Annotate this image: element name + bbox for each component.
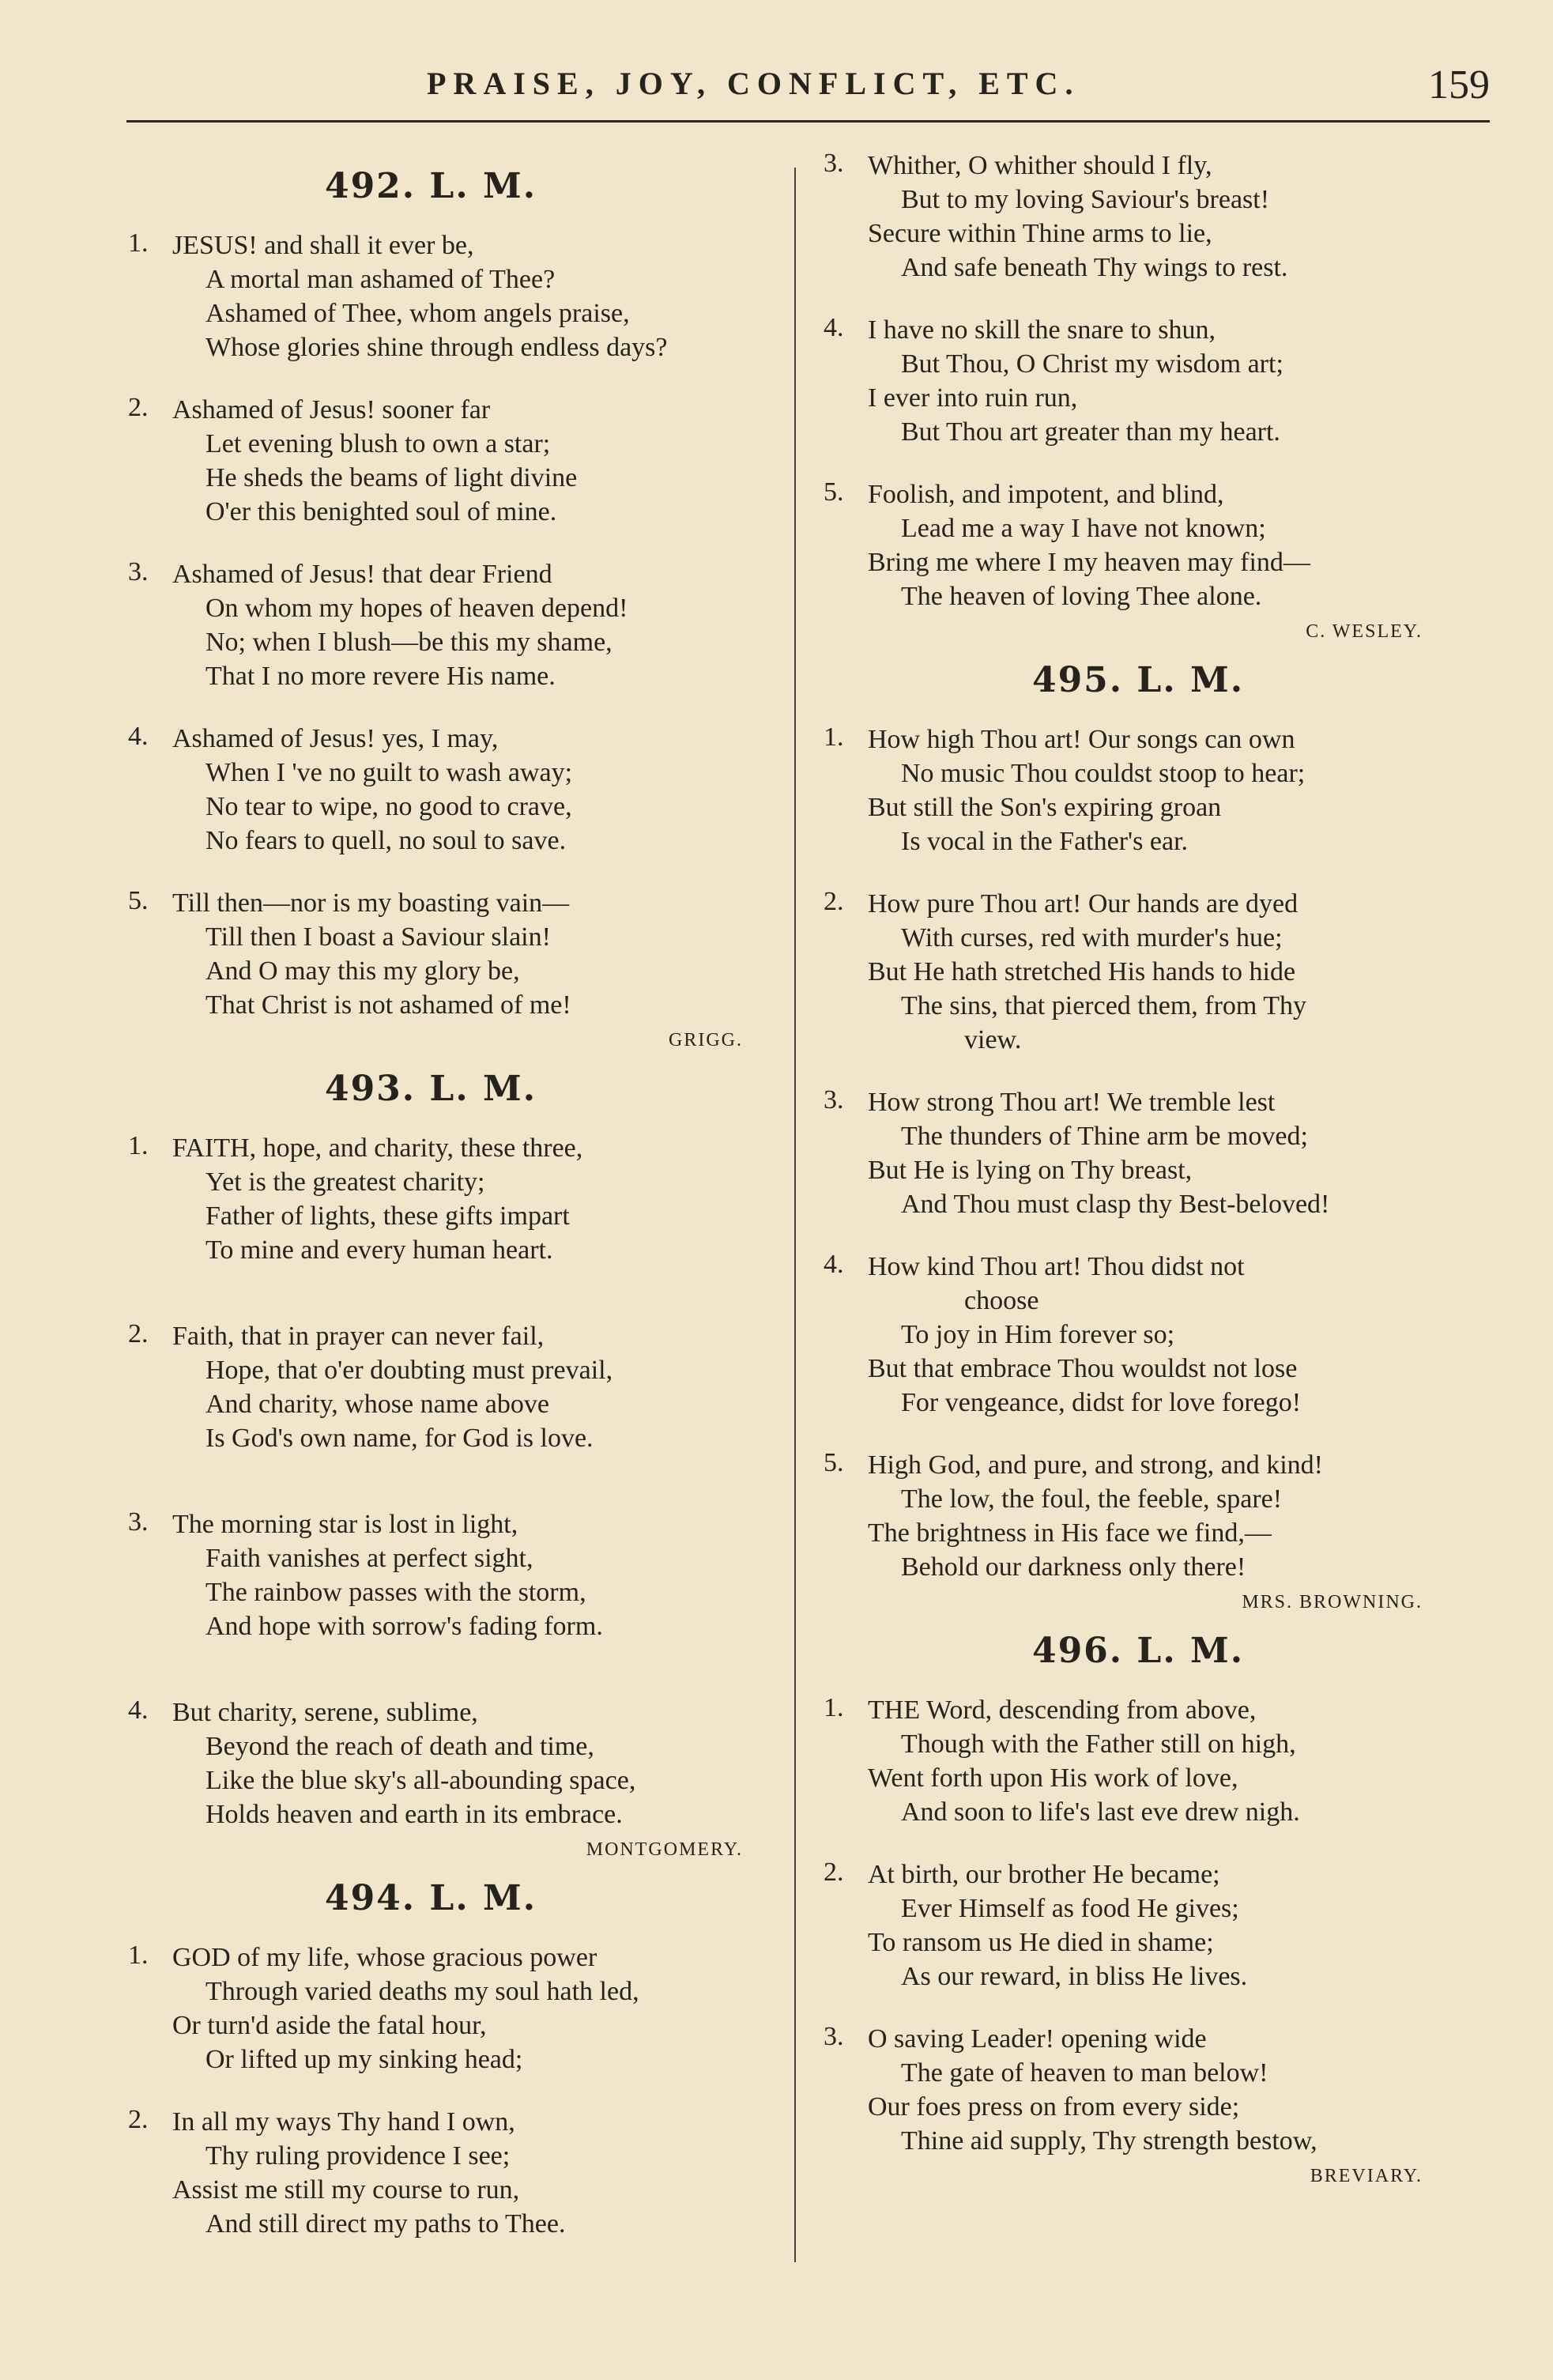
verse-line: The morning star is lost in light, (172, 1510, 518, 1539)
verse-line: But He is lying on Thy breast, (868, 1156, 1193, 1185)
verse-line: No tear to wipe, no good to crave, (205, 792, 572, 821)
verse-line: view. (964, 1025, 1022, 1054)
verse-line: Ashamed of Jesus! yes, I may, (172, 724, 499, 753)
verse-line: Hope, that o'er doubting must prevail, (205, 1356, 613, 1385)
stanza-number: 1. (128, 1131, 149, 1160)
verse-line: A mortal man ashamed of Thee? (205, 265, 556, 294)
stanza-number: 2. (128, 1319, 149, 1348)
verse-line: And charity, whose name above (205, 1390, 549, 1419)
verse-line: Secure within Thine arms to lie, (868, 219, 1212, 248)
stanza (814, 149, 1494, 285)
spacer (119, 1484, 790, 1507)
verse-line: Beyond the reach of death and time, (205, 1732, 594, 1761)
verse-line: Assist me still my course to run, (172, 2175, 520, 2205)
verse-line: Ashamed of Jesus! sooner far (172, 395, 491, 424)
verse-line: Lead me a way I have not known; (901, 514, 1266, 543)
verse-line: Let evening blush to own a star; (205, 429, 551, 458)
verse-line: And still direct my paths to Thee. (205, 2209, 566, 2239)
verse-line: For vengeance, didst for love forego! (901, 1388, 1302, 1417)
verse-line: Till then I boast a Saviour slain! (205, 922, 551, 952)
stanza-number: 4. (128, 722, 149, 751)
verse-line: The sins, that pierced them, from Thy (901, 991, 1307, 1020)
verse-line: To ransom us He died in shame; (868, 1928, 1214, 1957)
verse-line: choose (964, 1286, 1039, 1315)
verse-line: Ashamed of Jesus! that dear Friend (172, 560, 552, 589)
verse-line: The gate of heaven to man below! (901, 2058, 1268, 2088)
verse-line: And hope with sorrow's fading form. (205, 1612, 603, 1641)
verse-line: Ashamed of Thee, whom angels praise, (205, 299, 630, 328)
verse-line: When I 've no guilt to wash away; (205, 758, 573, 787)
verse-line: No fears to quell, no soul to save. (205, 826, 567, 855)
stanza-number: 2. (128, 393, 149, 422)
stanza (119, 1319, 790, 1455)
hymn-496 (814, 1631, 1494, 2187)
verse-line: THE Word, descending from above, (868, 1695, 1257, 1725)
stanza (119, 557, 790, 693)
stanza (119, 1131, 790, 1267)
stanza (814, 722, 1494, 858)
verse-line: Faith, that in prayer can never fail, (172, 1322, 545, 1351)
right-column (814, 149, 1494, 2201)
hymn-author: MRS. BROWNING. (1242, 1592, 1423, 1612)
hymn-author: GRIGG. (669, 1030, 743, 1050)
verse-line: But still the Son's expiring groan (868, 793, 1222, 822)
verse-line: Foolish, and impotent, and blind, (868, 480, 1224, 509)
verse-line: Is vocal in the Father's ear. (901, 827, 1189, 856)
spacer (119, 1296, 790, 1319)
verse-line: But Thou, O Christ my wisdom art; (901, 349, 1283, 379)
verse-line: The brightness in His face we find,— (868, 1518, 1272, 1548)
left-column (119, 149, 790, 2269)
verse-line: The heaven of loving Thee alone. (901, 582, 1262, 611)
stanza-number: 4. (824, 313, 844, 342)
hymn-author: C. WESLEY. (1306, 621, 1423, 642)
verse-line: Behold our darkness only there! (901, 1552, 1246, 1582)
verse-line: Till then—nor is my boasting vain— (172, 888, 570, 918)
column-divider (794, 168, 796, 2262)
verse-line: And O may this my glory be, (205, 956, 520, 986)
verse-line: But that embrace Thou wouldst not lose (868, 1354, 1298, 1383)
verse-line: To mine and every human heart. (205, 1235, 553, 1265)
verse-line: The rainbow passes with the storm, (205, 1578, 586, 1607)
stanza-number: 3. (824, 2022, 844, 2051)
page-number: 159 (1428, 62, 1490, 107)
hymn-492 (119, 166, 790, 1051)
verse-line: O saving Leader! opening wide (868, 2024, 1207, 2054)
verse-line: Father of lights, these gifts impart (205, 1201, 570, 1231)
stanza (814, 1858, 1494, 1993)
spacer (119, 1672, 790, 1695)
stanza-number: 3. (824, 1085, 844, 1115)
stanza-number: 1. (824, 722, 844, 752)
stanza-number: 5. (824, 477, 844, 507)
page-header (126, 62, 1490, 120)
stanza (119, 722, 790, 858)
hymn-493 (119, 1069, 790, 1861)
hymn-494-continued (814, 149, 1494, 643)
stanza (814, 1085, 1494, 1221)
verse-line: Thy ruling providence I see; (205, 2141, 511, 2171)
verse-line: Or turn'd aside the fatal hour, (172, 2011, 487, 2040)
stanza-number: 2. (824, 1858, 844, 1887)
stanza (814, 887, 1494, 1057)
stanza-number: 1. (128, 1941, 149, 1970)
verse-line: O'er this benighted soul of mine. (205, 497, 557, 526)
stanza (119, 1941, 790, 2076)
stanza-number: 3. (128, 557, 149, 587)
verse-line: To joy in Him forever so; (901, 1320, 1175, 1349)
verse-line: He sheds the beams of light divine (205, 463, 578, 492)
hymn-494 (119, 1878, 790, 2241)
verse-line: And Thou must clasp thy Best-beloved! (901, 1190, 1330, 1219)
stanza-number: 5. (128, 886, 149, 915)
verse-line: How high Thou art! Our songs can own (868, 725, 1295, 754)
stanza-number: 2. (824, 887, 844, 916)
verse-line: Bring me where I my heaven may find— (868, 548, 1310, 577)
verse-line: Holds heaven and earth in its embrace. (205, 1800, 623, 1829)
verse-line: In all my ways Thy hand I own, (172, 2107, 515, 2137)
verse-line: Thine aid supply, Thy strength bestow, (901, 2126, 1317, 2156)
stanza (814, 313, 1494, 449)
verse-line: Whose glories shine through endless days? (205, 333, 668, 362)
verse-line: I have no skill the snare to shun, (868, 315, 1216, 345)
verse-line: But to my loving Saviour's breast! (901, 185, 1270, 214)
verse-line: Is God's own name, for God is love. (205, 1424, 594, 1453)
hymn-heading: 494. L. M. (324, 1878, 537, 1918)
stanza-number: 1. (824, 1693, 844, 1722)
verse-line: The low, the foul, the feeble, spare! (901, 1484, 1283, 1514)
stanza-number: 2. (128, 2105, 149, 2134)
verse-line: No; when I blush—be this my shame, (205, 628, 613, 657)
verse-line: That Christ is not ashamed of me! (205, 990, 571, 1020)
verse-line: JESUS! and shall it ever be, (172, 231, 474, 260)
verse-line: That I no more revere His name. (205, 662, 556, 691)
verse-line: Our foes press on from every side; (868, 2092, 1240, 2122)
stanza-number: 1. (128, 228, 149, 258)
verse-line: At birth, our brother He became; (868, 1860, 1220, 1889)
verse-line: GOD of my life, whose gracious power (172, 1943, 597, 1972)
stanza (814, 1448, 1494, 1584)
verse-line: With curses, red with murder's hue; (901, 923, 1283, 952)
verse-line: How pure Thou art! Our hands are dyed (868, 889, 1299, 918)
verse-line: And safe beneath Thy wings to rest. (901, 253, 1288, 282)
verse-line: As our reward, in bliss He lives. (901, 1962, 1248, 1991)
verse-line: But Thou art greater than my heart. (901, 417, 1280, 447)
stanza (814, 1693, 1494, 1829)
hymn-heading: 492. L. M. (324, 166, 537, 206)
hymn-author: MONTGOMERY. (586, 1839, 743, 1860)
stanza (119, 228, 790, 364)
verse-line: I ever into ruin run, (868, 383, 1078, 413)
verse-line: Yet is the greatest charity; (205, 1167, 485, 1197)
running-head: PRAISE, JOY, CONFLICT, ETC. (427, 66, 1080, 101)
header-rule (126, 120, 1490, 123)
verse-line: Or lifted up my sinking head; (205, 2045, 523, 2074)
verse-line: Through varied deaths my soul hath led, (205, 1977, 639, 2006)
stanza (119, 393, 790, 529)
verse-line: And soon to life's last eve drew nigh. (901, 1797, 1300, 1827)
stanza (119, 886, 790, 1022)
hymn-heading: 495. L. M. (1031, 660, 1245, 700)
stanza (119, 1507, 790, 1643)
verse-line: Went forth upon His work of love, (868, 1763, 1238, 1793)
verse-line: FAITH, hope, and charity, these three, (172, 1133, 583, 1163)
verse-line: On whom my hopes of heaven depend! (205, 594, 628, 623)
verse-line: Ever Himself as food He gives; (901, 1894, 1239, 1923)
verse-line: Faith vanishes at perfect sight, (205, 1544, 533, 1573)
stanza (814, 1250, 1494, 1420)
verse-line: The thunders of Thine arm be moved; (901, 1122, 1308, 1151)
stanza-number: 4. (128, 1695, 149, 1725)
stanza-number: 5. (824, 1448, 844, 1477)
verse-line: But charity, serene, sublime, (172, 1698, 478, 1727)
hymn-heading: 493. L. M. (324, 1069, 537, 1109)
stanza (119, 1695, 790, 1831)
stanza (119, 2105, 790, 2241)
verse-line: But He hath stretched His hands to hide (868, 957, 1296, 986)
stanza-number: 3. (824, 149, 844, 178)
hymn-author: BREVIARY. (1310, 2166, 1423, 2186)
verse-line: Like the blue sky's all-abounding space, (205, 1766, 636, 1795)
verse-line: Whither, O whither should I fly, (868, 151, 1212, 180)
hymn-heading: 496. L. M. (1031, 1631, 1245, 1671)
hymn-495 (814, 660, 1494, 1613)
verse-line: No music Thou couldst stoop to hear; (901, 759, 1306, 788)
verse-line: How strong Thou art! We tremble lest (868, 1088, 1276, 1117)
stanza-number: 3. (128, 1507, 149, 1537)
stanza (814, 2022, 1494, 2158)
verse-line: High God, and pure, and strong, and kind! (868, 1450, 1324, 1480)
stanza (814, 477, 1494, 613)
verse-line: How kind Thou art! Thou didst not (868, 1252, 1245, 1281)
verse-line: Though with the Father still on high, (901, 1729, 1296, 1759)
stanza-number: 4. (824, 1250, 844, 1279)
